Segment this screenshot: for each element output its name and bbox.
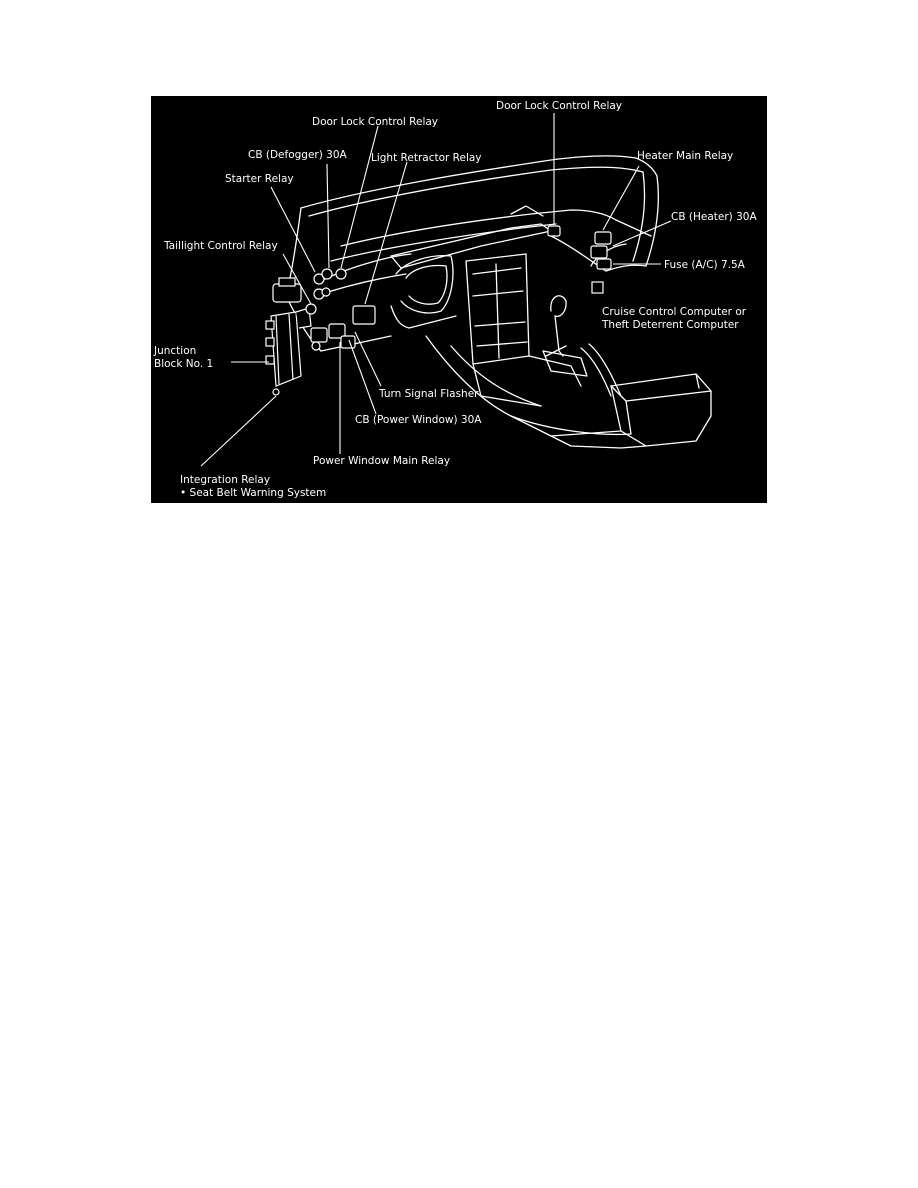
label-taillight-control-relay: Taillight Control Relay xyxy=(164,240,278,252)
label-junction-block-line2: Block No. 1 xyxy=(154,358,214,370)
label-door-lock-control-relay-left: Door Lock Control Relay xyxy=(312,116,439,128)
label-cb-heater: CB (Heater) 30A xyxy=(671,211,757,223)
label-junction-block-line1: Junction xyxy=(154,345,197,357)
cruise-control-box xyxy=(592,282,603,293)
label-fuse-ac: Fuse (A/C) 7.5A xyxy=(664,259,745,271)
label-heater-main-relay: Heater Main Relay xyxy=(637,150,734,162)
label-cruise-control-line1: Cruise Control Computer or xyxy=(602,306,747,318)
door-lock-relay-right-box xyxy=(548,226,560,236)
label-power-window-main-relay: Power Window Main Relay xyxy=(313,455,451,467)
label-cb-defogger: CB (Defogger) 30A xyxy=(248,149,347,161)
label-cb-power-window: CB (Power Window) 30A xyxy=(355,414,482,426)
label-starter-relay: Starter Relay xyxy=(225,173,294,185)
label-seat-belt-warning: • Seat Belt Warning System xyxy=(180,487,327,499)
label-light-retractor-relay: Light Retractor Relay xyxy=(371,152,482,164)
label-door-lock-control-relay-right: Door Lock Control Relay xyxy=(496,100,623,112)
component-location-diagram xyxy=(151,96,767,503)
label-cruise-control-line2: Theft Deterrent Computer xyxy=(602,319,739,331)
label-integration-relay: Integration Relay xyxy=(180,474,271,486)
label-turn-signal-flasher: Turn Signal Flasher xyxy=(379,388,479,400)
